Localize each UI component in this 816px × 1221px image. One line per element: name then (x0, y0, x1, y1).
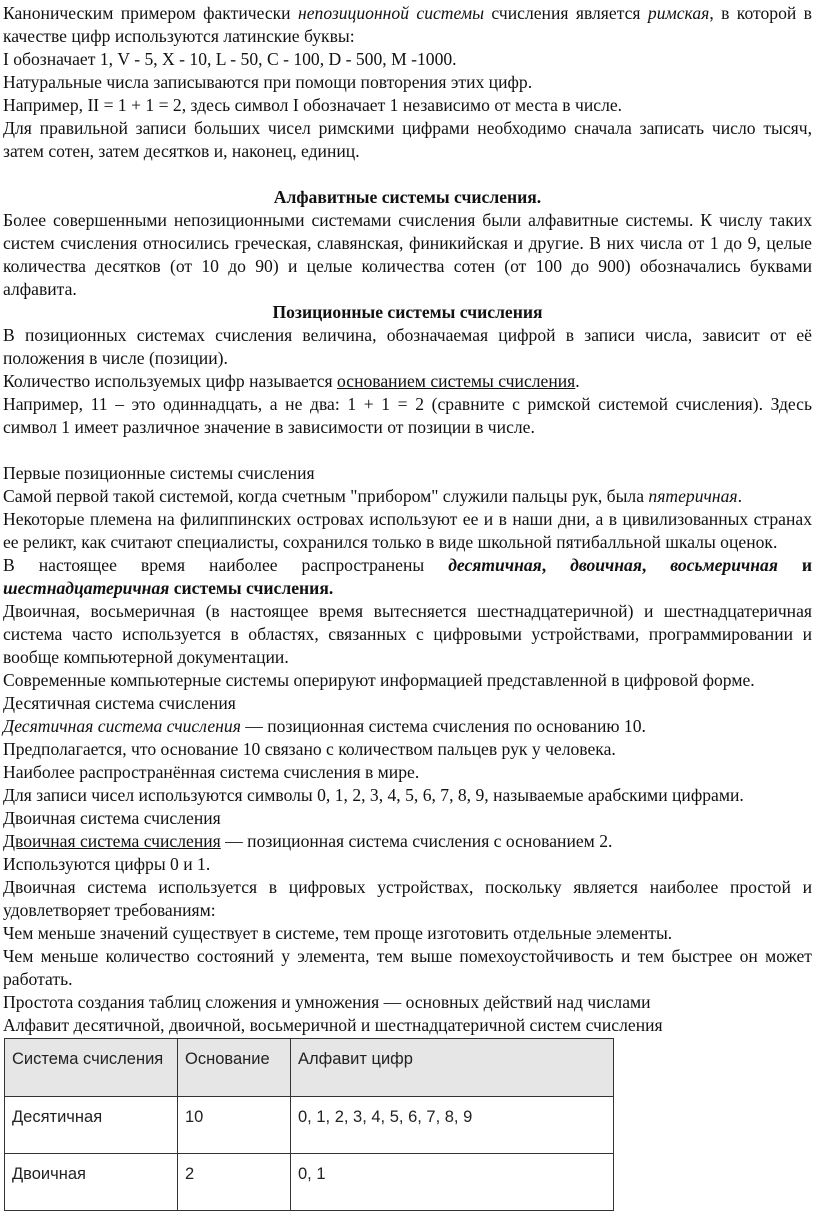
paragraph-roman-intro (3, 2, 812, 48)
table-header-row (5, 1039, 614, 1097)
alphabet-table (4, 1038, 614, 1211)
table-cell: 10 (178, 1097, 291, 1154)
term-binary: двоичная (570, 555, 642, 575)
paragraph-alphabetic-systems: Более совершенными непозиционными системами счисления были алфавитные системы. К числу таких систем счисления относились греческая, славянская, финикийская и другие. В них числа от 1 до 9, целые количества десятков (от 10 до 90) и целые количества сотен (от 100 до 900) обозначались буквами алфавита. (3, 210, 812, 299)
paragraph-positional-definition: В позиционных системах счисления величина, обозначаемая цифрой в записи числа, зависит от её положения в числе (позиции). (3, 325, 812, 368)
subheading-decimal: Десятичная система счисления (3, 693, 236, 713)
spacer (3, 439, 812, 462)
term-decimal-system: Десятичная система счисления (3, 716, 241, 736)
term-decimal: десятичная (448, 555, 542, 575)
text-run: — позиционная система счисления с основанием 2. (220, 831, 613, 851)
table-header-cell: Алфавит цифр (291, 1039, 614, 1097)
paragraph-philippine-tribes: Некоторые племена на филиппинских островах используют ее и в наши дни, а в цивилизованных странах ее реликт, как считают специалисты, сохранился только в виде школьной пятибалльной шкалы оценок. (3, 509, 812, 552)
paragraph-quinary (3, 485, 812, 508)
table-row (5, 1154, 614, 1211)
paragraph-binary-usage: Двоичная система используется в цифровых устройствах, поскольку является наиболее простой и удовлетворяет требованиям: (3, 877, 812, 920)
paragraph-decimal-common: Наиболее распространённая система счисления в мире. (3, 762, 420, 782)
term-octal: восьмеричная (670, 555, 778, 575)
text-run: системы счисления. (169, 578, 334, 598)
text-run: , (641, 555, 671, 575)
paragraph-requirement-2: Чем меньше количество состояний у элемента, тем выше помехоустойчивость и тем быстрее он может работать. (3, 946, 812, 989)
text-run: . (737, 486, 743, 506)
paragraph-table-caption: Алфавит десятичной, двоичной, восьмеричной и шестнадцатеричной систем счисления (3, 1015, 663, 1035)
paragraph-binary-digits: Используются цифры 0 и 1. (3, 854, 211, 874)
table-cell: 0, 1, 2, 3, 4, 5, 6, 7, 8, 9 (291, 1097, 614, 1154)
text-run: , в которой в качестве цифр используются латинские буквы: (3, 3, 812, 46)
paragraph-natural-numbers: Натуральные числа записываются при помощи повторения этих цифр. (3, 72, 533, 92)
paragraph-modern-systems: Современные компьютерные системы оперируют информацией представленной в цифровой форме. (3, 670, 755, 690)
text-run: счисления является (484, 3, 648, 23)
paragraph-common-systems (3, 554, 812, 600)
text-run: . (575, 371, 580, 391)
paragraph-example-ii: Например, II = 1 + 1 = 2, здесь символ I обозначает 1 независимо от места в числе. (3, 95, 623, 115)
text-run: , (541, 555, 571, 575)
heading-positional-systems: Позиционные системы счисления (272, 302, 543, 322)
table-header-cell: Система счисления (5, 1039, 178, 1097)
text-run: Количество используемых цифр называется (3, 371, 338, 391)
paragraph-requirement-1: Чем меньше значений существует в системе, тем проще изготовить отдельные элементы. (3, 923, 673, 943)
subheading-binary: Двоичная система счисления (3, 808, 221, 828)
text-run: В настоящее время наиболее распространены (3, 555, 449, 575)
table-row (5, 1097, 614, 1154)
term-binary-system: Двоичная система счисления (3, 831, 221, 851)
paragraph-base-definition (3, 370, 812, 393)
text-run: Самой первой такой системой, когда счетным "прибором" служили пальцы рук, была (3, 486, 649, 506)
paragraph-binary-definition (3, 830, 812, 853)
heading-alphabetic-systems: Алфавитные системы счисления. (273, 187, 542, 207)
term-nonpositional: непозиционной системы (298, 3, 485, 23)
table-header-cell: Основание (178, 1039, 291, 1097)
paragraph-requirement-3: Простота создания таблиц сложения и умножения — основных действий над числами (3, 992, 651, 1012)
paragraph-large-numbers: Для правильной записи больших чисел римскими цифрами необходимо сначала записать число тысяч, затем сотен, затем десятков и, наконец, единиц. (3, 118, 812, 161)
table-cell: 0, 1 (291, 1154, 614, 1211)
spacer (3, 163, 812, 186)
term-hexadecimal: шестнадцатеричная (3, 578, 170, 598)
text-run: Каноническим примером фактически (3, 3, 298, 23)
table-cell: Десятичная (5, 1097, 178, 1154)
subheading-first-positional: Первые позиционные системы счисления (3, 463, 315, 483)
term-roman: римская (647, 3, 710, 23)
paragraph-roman-digits: I обозначает 1, V - 5, X - 10, L - 50, C - 100, D - 500, M -1000. (3, 49, 457, 69)
paragraph-arabic-digits: Для записи чисел используются символы 0, 1, 2, 3, 4, 5, 6, 7, 8, 9, называемые арабскими цифрами. (3, 785, 744, 805)
term-quinary: пятеричная (648, 486, 738, 506)
paragraph-usage-areas: Двоичная, восьмеричная (в настоящее время вытесняется шестнадцатеричной) и шестнадцатеричная система часто используется в областях, связанных с цифровыми устройствами, программировании и вообще компьютерной документации. (3, 601, 812, 667)
text-run: и (777, 555, 813, 575)
table-cell: 2 (178, 1154, 291, 1211)
text-run: — позиционная система счисления по основанию 10. (240, 716, 646, 736)
paragraph-example-11: Например, 11 – это одиннадцать, а не два: 1 + 1 = 2 (сравните с римской системой счисления). Здесь символ 1 имеет различное значение в зависимости от позиции в числе. (3, 394, 812, 437)
term-base: основанием системы счисления (337, 371, 576, 391)
paragraph-decimal-definition (3, 715, 812, 738)
table-cell: Двоичная (5, 1154, 178, 1211)
paragraph-decimal-fingers: Предполагается, что основание 10 связано с количеством пальцев рук у человека. (3, 739, 616, 759)
